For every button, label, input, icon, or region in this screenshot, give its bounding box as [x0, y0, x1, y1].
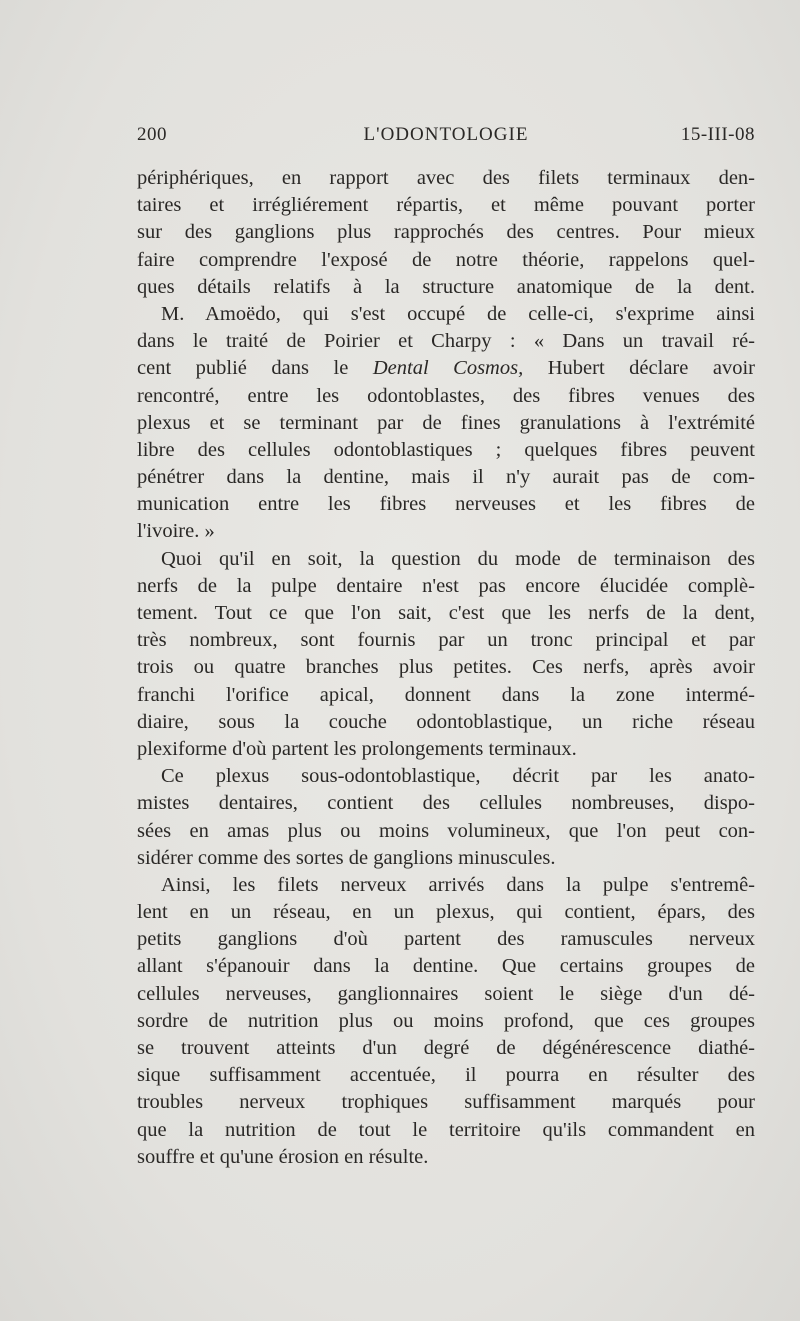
text-line: pénétrer dans la dentine, mais il n'y aurait pas de com-	[137, 466, 755, 489]
text-line: troubles nerveux trophiques suffisamment marqués pour	[137, 1091, 755, 1114]
body-text	[137, 165, 755, 1171]
journal-title: L'ODONTOLOGIE	[363, 124, 529, 145]
text-line: sur des ganglions plus rapprochés des centres. Pour mieux	[137, 221, 755, 244]
text-line: mistes dentaires, contient des cellules nombreuses, dispo-	[137, 792, 755, 815]
text-line: très nombreux, sont fournis par un tronc principal et par	[137, 629, 755, 652]
journal-name-italic: Dental Cosmos,	[372, 357, 524, 380]
text-segment: Hubert déclare avoir	[523, 357, 755, 380]
text-line: Ce plexus sous-odontoblastique, décrit par les anato-	[161, 765, 755, 788]
text-line: dans le traité de Poirier et Charpy : « Dans un travail ré-	[137, 330, 755, 353]
text-line: lent en un réseau, en un plexus, qui contient, épars, des	[137, 901, 755, 924]
text-line: ques détails relatifs à la structure anatomique de la dent.	[137, 275, 755, 298]
text-line: libre des cellules odontoblastiques ; quelques fibres peuvent	[137, 438, 755, 461]
text-line: allant s'épanouir dans la dentine. Que certains groupes de	[137, 955, 755, 978]
text-line: plexiforme d'où partent les prolongements terminaux.	[137, 737, 577, 760]
text-line: tement. Tout ce que l'on sait, c'est que les nerfs de la dent,	[137, 602, 755, 624]
text-line: que la nutrition de tout le territoire qu'ils commandent en	[137, 1118, 755, 1141]
text-line: M. Amoëdo, qui s'est occupé de celle-ci, s'exprime ainsi	[161, 302, 755, 325]
text-segment: cent publié dans le	[137, 357, 373, 380]
text-line: périphériques, en rapport avec des filets terminaux den-	[137, 167, 755, 189]
text-line: se trouvent atteints d'un degré de dégénérescence diathé-	[137, 1037, 755, 1059]
running-header	[137, 124, 755, 154]
text-line: souffre et qu'une érosion en résulte.	[137, 1145, 429, 1168]
text-line: rencontré, entre les odontoblastes, des fibres venues des	[137, 384, 755, 407]
text-line: faire comprendre l'exposé de notre théorie, rappelons quel-	[137, 248, 755, 271]
text-line: sidérer comme des sortes de ganglions minuscules.	[137, 846, 556, 869]
text-line: taires et irrégliérement répartis, et même pouvant porter	[137, 194, 755, 217]
text-line: l'ivoire. »	[137, 520, 215, 543]
page-number: 200	[137, 124, 167, 145]
text-line: cellules nerveuses, ganglionnaires soient le siège d'un dé-	[137, 982, 755, 1005]
text-line-with-italic	[137, 355, 755, 382]
text-line: plexus et se terminant par de fines granulations à l'extrémité	[137, 411, 755, 434]
text-line: Quoi qu'il en soit, la question du mode de terminaison des	[161, 547, 755, 570]
text-line: nerfs de la pulpe dentaire n'est pas encore élucidée complè-	[137, 574, 755, 597]
text-line: sordre de nutrition plus ou moins profond, que ces groupes	[137, 1009, 755, 1032]
text-line: munication entre les fibres nerveuses et les fibres de	[137, 493, 755, 516]
text-line: sées en amas plus ou moins volumineux, que l'on peut con-	[137, 819, 755, 842]
text-line: franchi l'orifice apical, donnent dans la zone intermé-	[137, 683, 755, 706]
text-line: diaire, sous la couche odontoblastique, un riche réseau	[137, 710, 755, 733]
text-line: sique suffisamment accentuée, il pourra en résulter des	[137, 1064, 755, 1087]
text-line: trois ou quatre branches plus petites. Ces nerfs, après avoir	[137, 656, 755, 679]
text-line: petits ganglions d'où partent des ramuscules nerveux	[137, 928, 755, 951]
issue-date: 15-III-08	[680, 124, 755, 145]
text-line: Ainsi, les filets nerveux arrivés dans la pulpe s'entremê-	[161, 873, 755, 896]
